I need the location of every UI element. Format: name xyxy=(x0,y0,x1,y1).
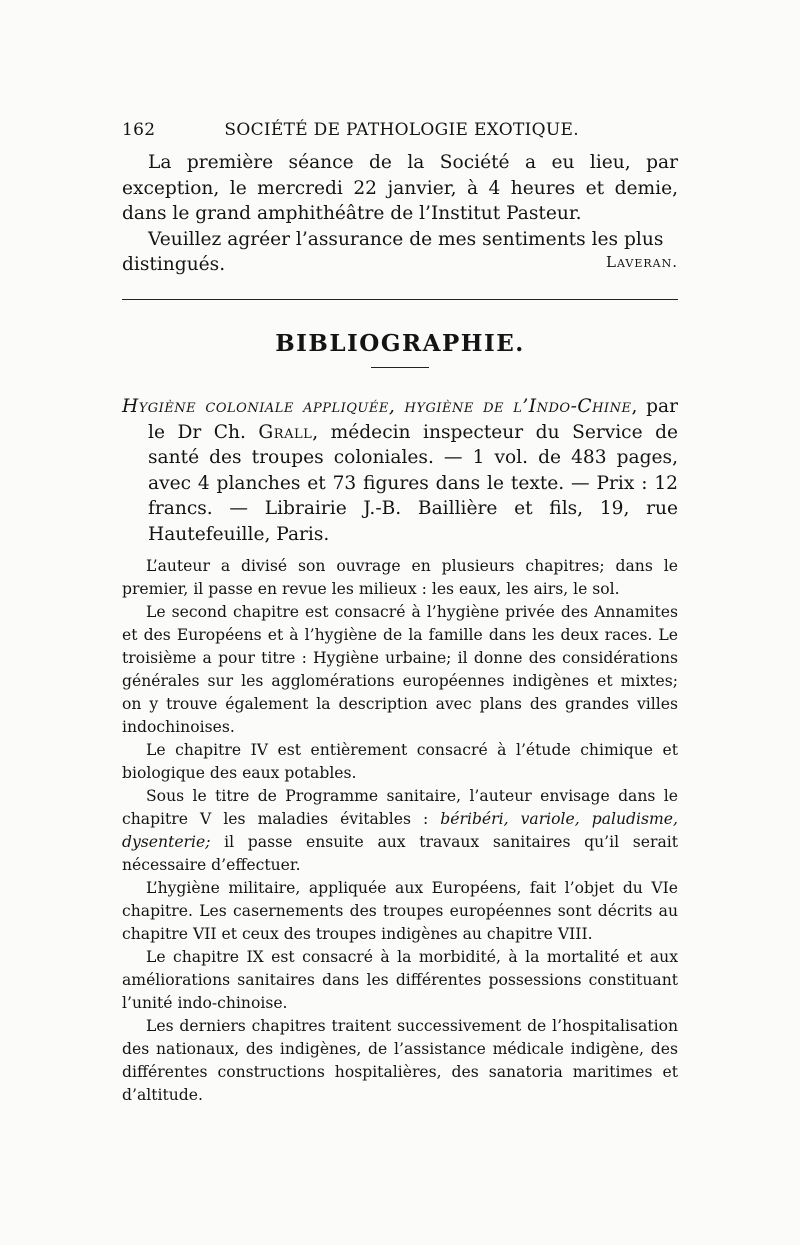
section-divider xyxy=(122,299,678,300)
review-paragraph: Le chapitre IV est entièrement consacré à l’étude chimique et biologique des eaux potables. xyxy=(122,741,678,782)
review-paragraph: Le second chapitre est consacré à l’hygiène privée des Annamites et des Européens et à l’hygiène de la famille dans les deux races. Le troisième a pour titre : Hygiène urbaine; il donne des considérations générales sur les agglomérations européennes indigènes et mixtes; on y trouve également la description avec plans des grandes villes indochinoises. xyxy=(122,603,678,736)
book-title: Hygiène coloniale appliquée, hygiène de l’Indo-Chine xyxy=(122,396,632,417)
book-reference xyxy=(122,394,678,547)
book-author: Grall xyxy=(258,421,313,443)
review-text: il passe ensuite aux travaux sanitaires qu’il serait nécessaire d’effectuer. xyxy=(122,833,678,874)
review-paragraph: Le chapitre IX est consacré à la morbidité, à la mortalité et aux améliorations sanitaires dans les différentes possessions constituant l’unité indo-chinoise. xyxy=(122,948,678,1012)
page-number: 162 xyxy=(122,120,156,140)
letter-paragraph-2: Veuillez agréer l’assurance de mes sentiments les plus distingués. xyxy=(122,228,664,275)
review-paragraph xyxy=(122,785,678,877)
page xyxy=(122,120,678,1107)
signature: Laveran. xyxy=(606,253,678,271)
book-by: , par le Dr Ch. xyxy=(148,396,678,443)
review-text: Sous le titre de Programme sanitaire, l’auteur envisage dans le chapitre V les maladies évitables : xyxy=(122,787,678,828)
review-paragraph: Les derniers chapitres traitent successivement de l’hospitalisation des nationaux, des indigènes, de l’assistance médicale indigène, des différentes constructions hospitalières, des sanatoria maritimes et d’altitude. xyxy=(122,1017,678,1104)
review-paragraph: L’hygiène militaire, appliquée aux Européens, fait l’objet du VIe chapitre. Les casernements des troupes européennes sont décrits au chapitre VII et ceux des troupes indigènes au chapitre VIII. xyxy=(122,879,678,943)
book-details: , médecin inspecteur du Service de santé des troupes coloniales. — 1 vol. de 483 pages, avec 4 planches et 73 figures dans le texte. — Prix : 12 francs. — Librairie J.-B. Baillière et fils, 19, rue Hautefeuille, Paris. xyxy=(148,421,679,545)
disease-list: béribéri, variole, paludisme, dysenterie; xyxy=(122,810,678,851)
section-title: BIBLIOGRAPHIE. xyxy=(275,330,525,357)
review-paragraph: L’auteur a divisé son ouvrage en plusieurs chapitres; dans le premier, il passe en revue les milieux : les eaux, les airs, le sol. xyxy=(122,557,678,598)
running-title: SOCIÉTÉ DE PATHOLOGIE EXOTIQUE. xyxy=(224,120,579,140)
letter-paragraph-1: La première séance de la Société a eu lieu, par exception, le mercredi 22 janvier, à 4 heures et demie, dans le grand amphithéâtre de l’Institut Pasteur. xyxy=(122,152,678,224)
letter-closing xyxy=(122,227,678,278)
running-header xyxy=(122,120,678,150)
review-body xyxy=(122,555,678,1107)
title-underline xyxy=(371,367,429,368)
